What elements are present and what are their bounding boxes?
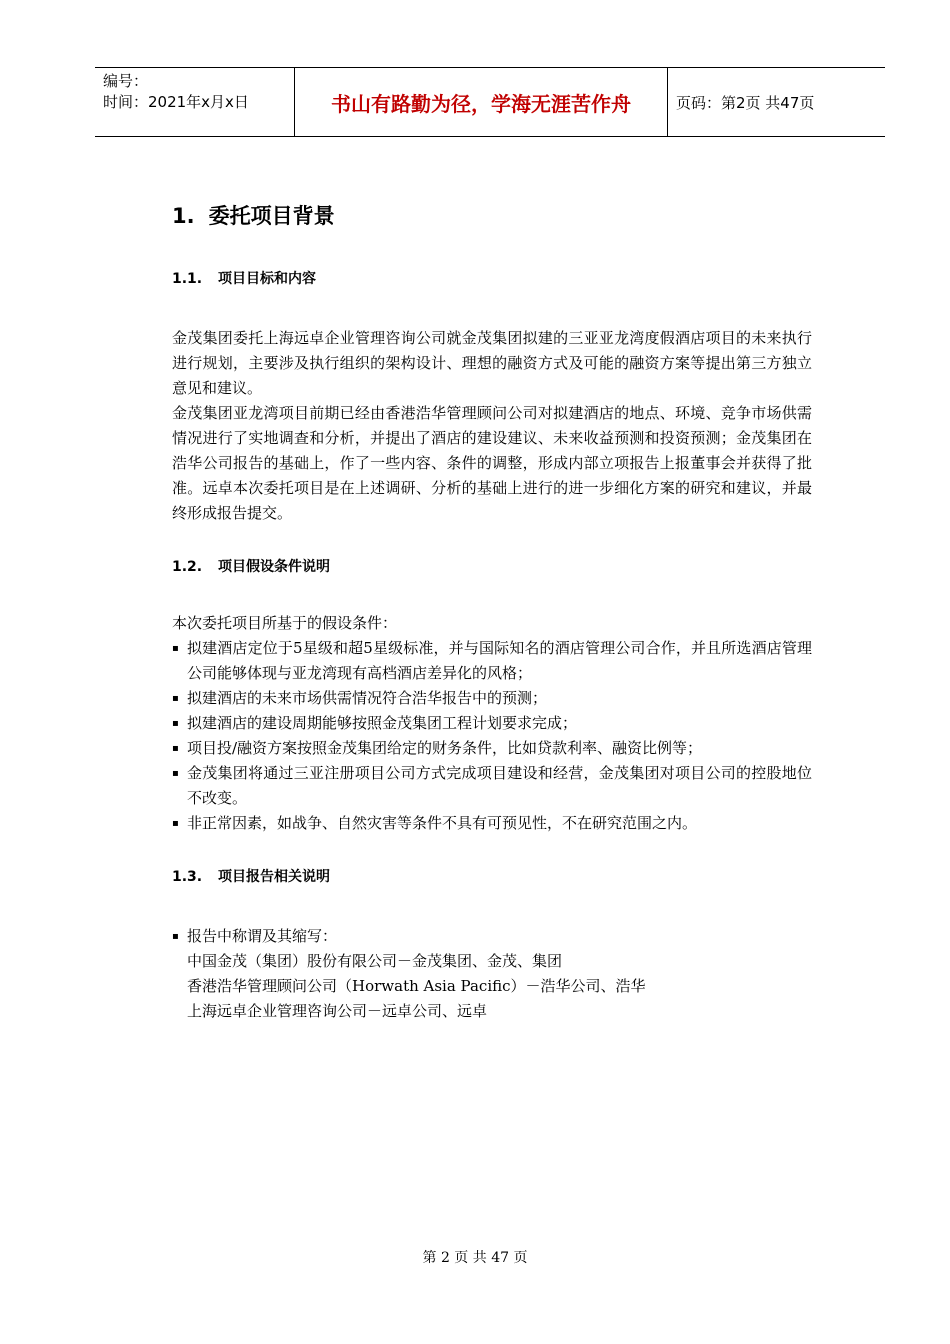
paragraph: 金茂集团亚龙湾项目前期已经由香港浩华管理顾问公司对拟建酒店的地点、环境、竞争市场供需情况进行了实地调查和分析，并提出了酒店的建设建议、未来收益预测和投资预测；金茂集团在浩华公司报告的基础上，作了一些内容、条件的调整，形成内部立项报告上报董事会并获得了批准。远卓本次委托项目是在上述调研、分析的基础上进行的进一步细化方案的研究和建议，并最终形成报告提交。 — [172, 404, 812, 522]
section-1-3-title: 项目报告相关说明 — [218, 869, 330, 885]
assumptions-intro: 本次委托项目所基于的假设条件： — [172, 614, 398, 632]
header-meta — [95, 68, 295, 136]
section-1-heading — [172, 200, 812, 230]
abbreviation-line: 上海远卓企业管理咨询公司－远卓公司、远卓 — [187, 1002, 488, 1020]
section-1-2-title: 项目假设条件说明 — [218, 559, 330, 575]
bullet-icon: ▪ — [172, 718, 179, 729]
list-item: ▪ 拟建酒店定位于5星级和超5星级标准，并与国际知名的酒店管理公司合作，并且所选酒店管理公司能够体现与亚龙湾现有高档酒店差异化的风格； — [172, 636, 812, 686]
header-page-info: 页码：第2页 共47页 — [676, 93, 815, 112]
list-item: ▪ 非正常因素，如战争、自然灾害等条件不具有可预见性，不在研究范围之内。 — [172, 811, 812, 836]
section-1-1-title: 项目目标和内容 — [218, 271, 316, 287]
section-1-1-number: 1.1. — [172, 271, 203, 287]
header-motto: 书山有路勤为径，学海无涯苦作舟 — [295, 68, 668, 136]
abbreviation-line: 中国金茂（集团）股份有限公司－金茂集团、金茂、集团 — [187, 952, 563, 970]
bullet-icon: ▪ — [172, 768, 179, 779]
header-time-label: 时间：2021年x月x日 — [103, 93, 249, 111]
section-1-2-heading — [172, 556, 812, 576]
section-1-2-number: 1.2. — [172, 559, 203, 575]
section-1-1-heading — [172, 268, 812, 288]
section-1-number: 1. — [172, 204, 195, 228]
list-item: ▪ 拟建酒店的未来市场供需情况符合浩华报告中的预测； — [172, 686, 812, 711]
bullet-icon: ▪ — [172, 743, 179, 754]
assumptions-list — [172, 636, 812, 836]
page-footer: 第 2 页 共 47 页 — [422, 1250, 528, 1266]
document-body — [172, 200, 812, 1024]
abbreviation-line: 香港浩华管理顾问公司（Horwath Asia Pacific）－浩华公司、浩华 — [187, 977, 646, 995]
paragraph: 金茂集团委托上海远卓企业管理咨询公司就金茂集团拟建的三亚亚龙湾度假酒店项目的未来执行进行规划，主要涉及执行组织的架构设计、理想的融资方式及可能的融资方案等提出第三方独立意见和建议。 — [172, 329, 812, 397]
section-1-title: 委托项目背景 — [208, 204, 335, 228]
header-number-label: 编号： — [103, 72, 149, 90]
abbreviations-list — [172, 924, 812, 949]
list-item: ▪ 金茂集团将通过三亚注册项目公司方式完成项目建设和经营，金茂集团对项目公司的控股地位不改变。 — [172, 761, 812, 811]
bullet-icon: ▪ — [172, 818, 179, 829]
list-item: ▪ 报告中称谓及其缩写： — [172, 924, 812, 949]
bullet-icon: ▪ — [172, 693, 179, 704]
section-1-3-heading — [172, 866, 812, 886]
page-header — [95, 67, 885, 137]
section-1-3-number: 1.3. — [172, 869, 203, 885]
list-item: ▪ 拟建酒店的建设周期能够按照金茂集团工程计划要求完成； — [172, 711, 812, 736]
list-item: ▪ 项目投/融资方案按照金茂集团给定的财务条件，比如贷款利率、融资比例等； — [172, 736, 812, 761]
bullet-icon: ▪ — [172, 931, 179, 942]
bullet-icon: ▪ — [172, 643, 179, 654]
